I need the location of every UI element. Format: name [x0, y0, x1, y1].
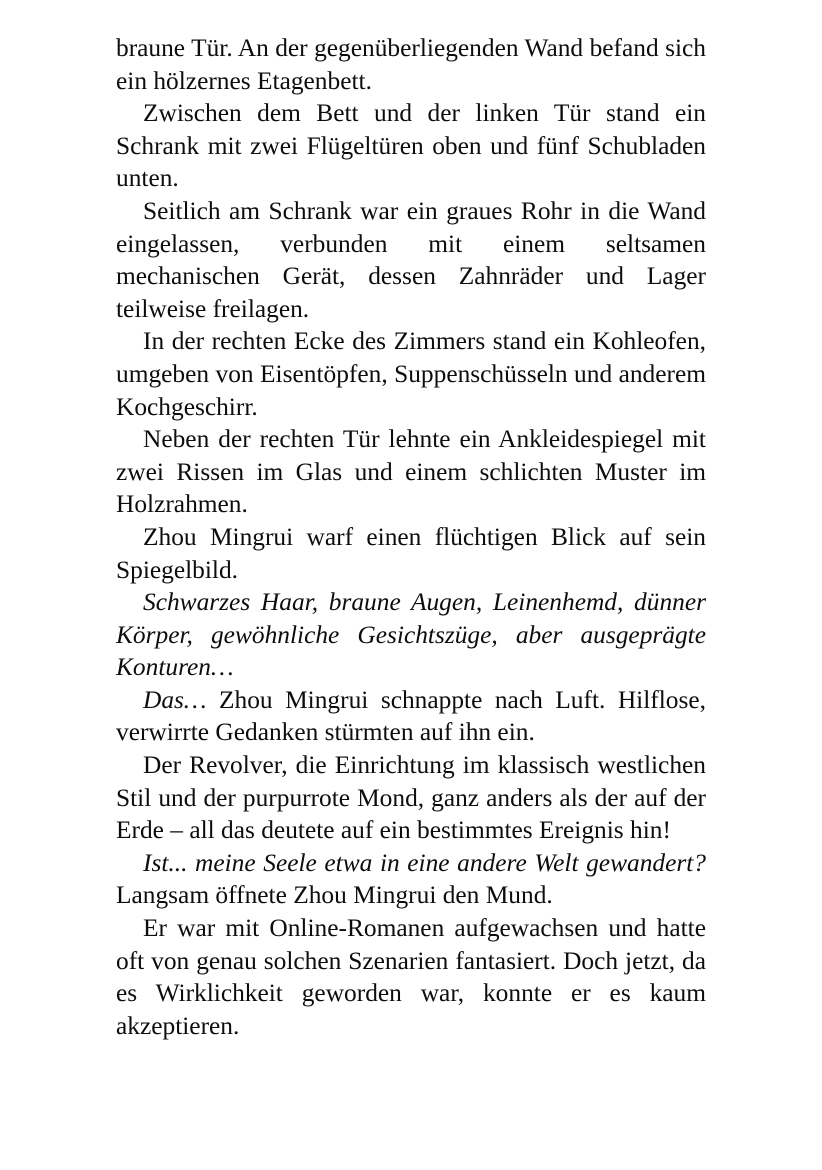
paragraph: Der Revolver, die Einrichtung im klassisch westlichen Stil und der purpurrote Mond, ganz anders als der auf der Erde – all das deutete auf ein bestimmtes Ereignis hin!: [116, 751, 706, 845]
paragraph: Zwischen dem Bett und der linken Tür stand ein Schrank mit zwei Flügeltüren oben und fünf Schubladen unten.: [116, 99, 706, 193]
paragraph: In der rechten Ecke des Zimmers stand ein Kohleofen, umgeben von Eisentöpfen, Suppenschüsseln und anderem Kochgeschirr.: [116, 327, 706, 421]
paragraph-italic-monologue: Schwarzes Haar, braune Augen, Leinenhemd, dünner Körper, gewöhnliche Gesichtszüge, aber ausgeprägte Konturen…: [116, 588, 706, 682]
paragraph: Zhou Mingrui warf einen flüchtigen Blick auf sein Spiegelbild.: [116, 522, 706, 584]
paragraph-mixed: [116, 684, 706, 749]
paragraph: Er war mit Online-Romanen aufgewachsen und hatte oft von genau solchen Szenarien fantasiert. Doch jetzt, da es Wirklichkeit geworden war, konnte er es kaum akzeptieren.: [116, 914, 706, 1040]
italic-lead: Ist... meine Seele etwa in eine andere Welt gewandert?: [143, 848, 706, 877]
roman-remainder: Langsam öffnete Zhou Mingrui den Mund.: [116, 881, 553, 910]
italic-lead: Das…: [143, 685, 207, 714]
paragraph: Seitlich am Schrank war ein graues Rohr in die Wand eingelassen, verbunden mit einem seltsamen mechanischen Gerät, dessen Zahnräder und Lager teilweise freilagen.: [116, 196, 706, 323]
paragraph-mixed: [116, 847, 706, 912]
roman-remainder: Zhou Mingrui schnappte nach Luft. Hilflose, verwirrte Gedanken stürmten auf ihn ein.: [116, 685, 706, 747]
body-text-column: [116, 32, 706, 1042]
paragraph: braune Tür. An der gegenüberliegenden Wand befand sich ein hölzernes Etagenbett.: [116, 34, 706, 95]
paragraph: Neben der rechten Tür lehnte ein Ankleidespiegel mit zwei Rissen im Glas und einem schlichten Muster im Holzrahmen.: [116, 425, 706, 519]
